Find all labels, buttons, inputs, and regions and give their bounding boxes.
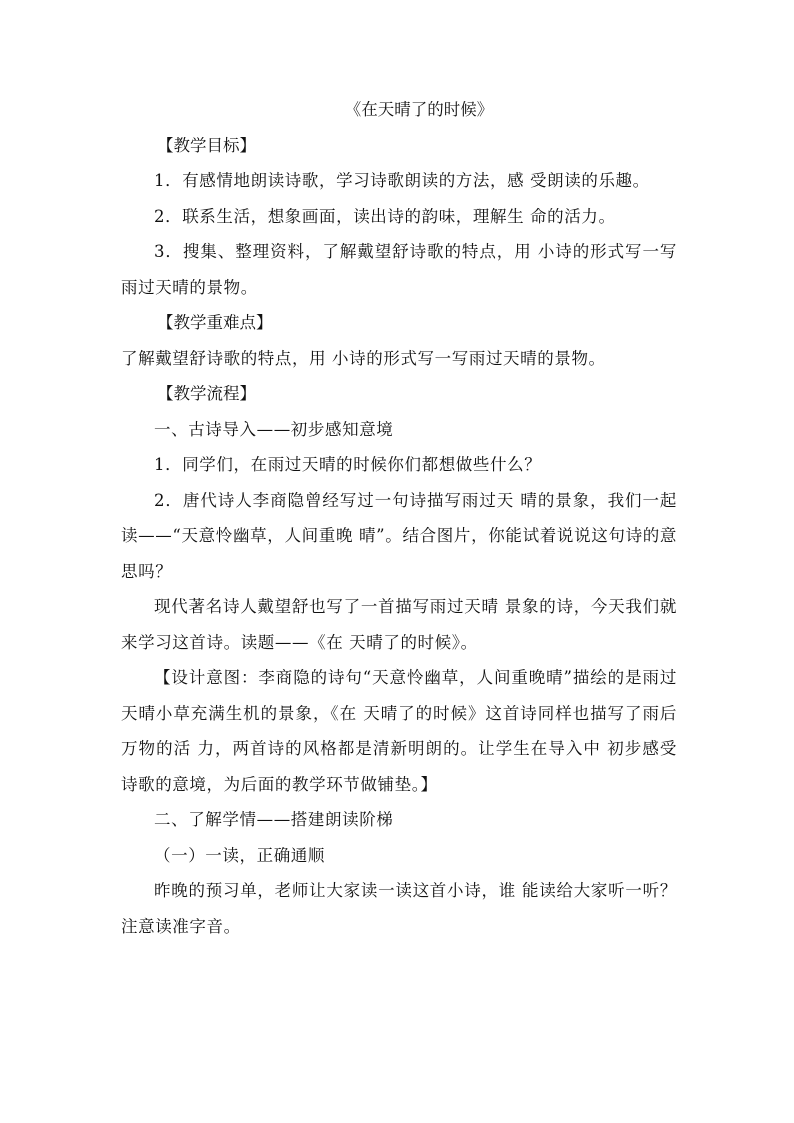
paragraph: 现代著名诗人戴望舒也写了一首描写雨过天晴 景象的诗，今天我们就来学习这首诗。读题——《在 天晴了的时候》。 bbox=[121, 597, 677, 652]
paragraph: 昨晚的预习单，老师让大家读一读这首小诗，谁 能读给大家听一听？注意读准字音。 bbox=[121, 881, 677, 936]
section-heading: 【教学目标】 bbox=[157, 135, 256, 155]
paragraph: 2．唐代诗人李商隐曾经写过一句诗描写雨过天 晴的景象，我们一起读——“天意怜幽草，人间重晚 晴”。结合图片，你能试着说说这句诗的意思吗？ bbox=[121, 490, 677, 581]
section-heading: 【教学流程】 bbox=[157, 384, 256, 403]
paragraph: 2．联系生活，想象画面，读出诗的韵味，理解生 命的活力。 bbox=[154, 206, 616, 226]
paragraph: 【设计意图：李商隐的诗句“天意怜幽草，人间重晚晴”描绘的是雨过天晴小草充满生机的景象，《在 天晴了的时候》这首诗同样也描写了雨后万物的活 力，两首诗的风格都是清新明朗的。让学生在导入中 初步感受诗歌的意境，为后面的教学环节做铺垫。】 bbox=[121, 668, 677, 794]
paragraph: 二、了解学情——搭建朗读阶梯 bbox=[154, 810, 394, 829]
paragraph: 1．有感情地朗读诗歌，学习诗歌朗读的方法，感 受朗读的乐趣。 bbox=[154, 171, 650, 190]
document-blocks bbox=[121, 128, 677, 945]
document-body bbox=[121, 92, 677, 944]
section-heading: 【教学重难点】 bbox=[157, 313, 273, 332]
paragraph: 一、古诗导入——初步感知意境 bbox=[154, 419, 394, 439]
paragraph: 了解戴望舒诗歌的特点，用 小诗的形式写一写雨过天晴的景物。 bbox=[121, 348, 606, 368]
paragraph: 1．同学们，在雨过天晴的时候你们都想做些什么？ bbox=[154, 455, 542, 474]
paragraph: （一）一读，正确通顺 bbox=[154, 845, 325, 865]
paragraph: 3．搜集、整理资料，了解戴望舒诗歌的特点，用 小诗的形式写一写雨过天晴的景物。 bbox=[121, 242, 677, 297]
document-title: 《在天晴了的时候》 bbox=[344, 100, 494, 119]
